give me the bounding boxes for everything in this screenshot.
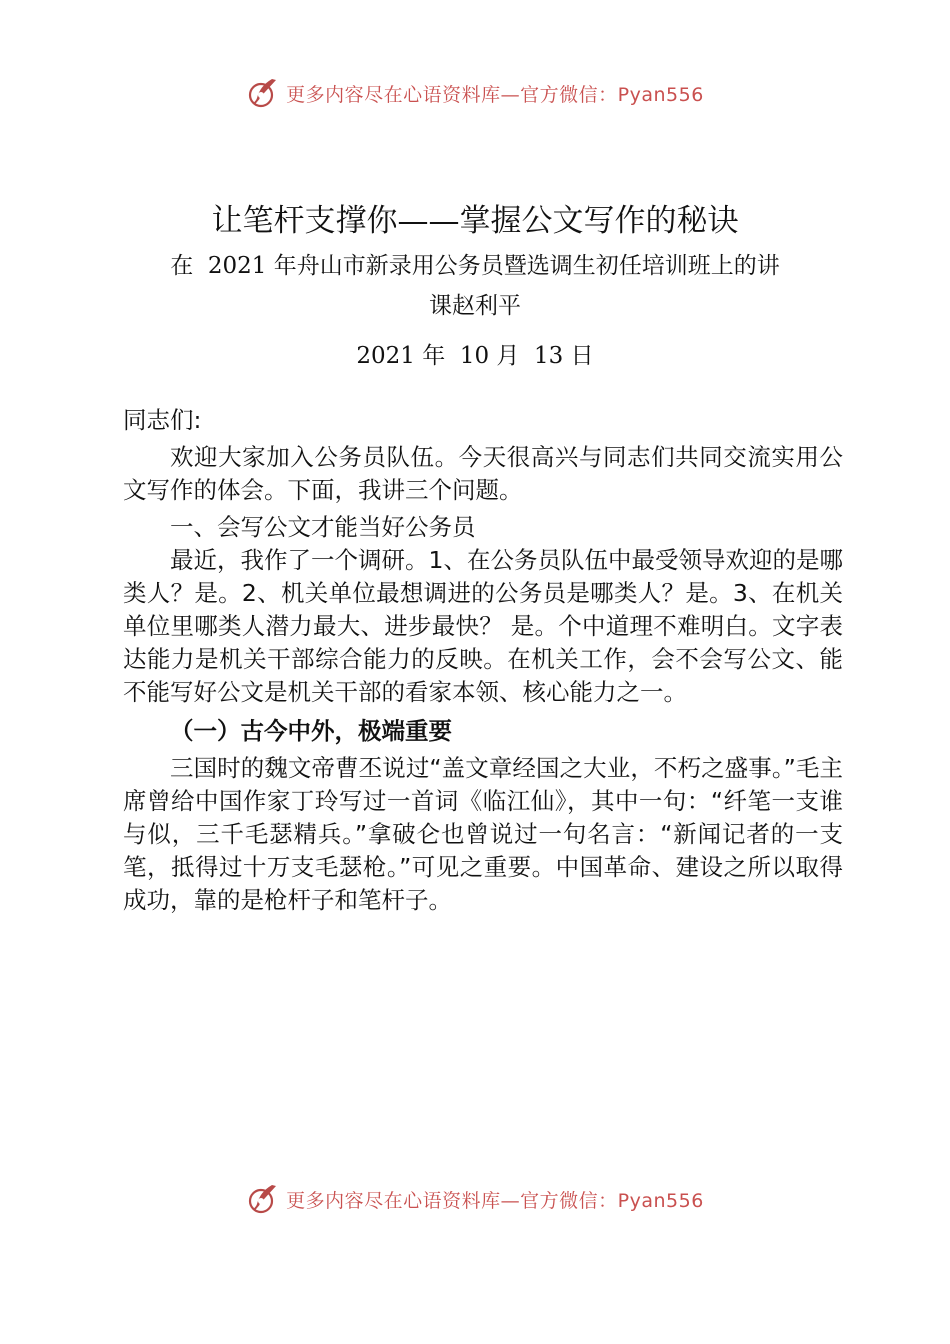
quill-logo-icon <box>246 76 280 110</box>
watermark-text-bottom: 更多内容尽在心语资料库—官方微信：Pyan556 <box>286 1189 704 1212</box>
paragraph-history: 三国时的魏文帝曹丕说过“盖文章经国之大业，不朽之盛事。”毛主席曾给中国作家丁玲写过一首词《临江仙》，其中一句：“纤笔一支谁与似，三千毛瑟精兵。”拿破仑也曾说过一句名言：“新闻记者的一支笔，抵得过十万支毛瑟枪。”可见之重要。中国革命、建设之所以取得成功，靠的是枪杆子和笔杆子。 <box>123 754 843 914</box>
watermark-text-top: 更多内容尽在心语资料库—官方微信：Pyan556 <box>286 83 704 106</box>
paragraph-survey: 最近，我作了一个调研。1、在公务员队伍中最受领导欢迎的是哪类人？是。2、机关单位最想调进的公务员是哪类人？是。3、在机关单位里哪类人潜力最大、进步最快？ 是。个中道理不难明白。文字表达能力是机关干部综合能力的反映。在机关工作，会不会写公文、能不能写好公文是机关干部的看家本领、核心能力之一。 <box>123 546 843 706</box>
section-heading-1: 一、会写公文才能当好公务员 <box>170 513 476 541</box>
subsection-heading-1: （一）古今中外，极端重要 <box>170 717 452 745</box>
greeting: 同志们: <box>123 406 202 434</box>
document-date: 2021 年 10 月 13 日 <box>356 343 594 369</box>
document-subtitle-line2: 课赵利平 <box>429 293 521 319</box>
quill-logo-icon <box>246 1182 280 1216</box>
watermark-banner-top <box>0 70 950 116</box>
document-title: 让笔杆支撑你——掌握公文写作的秘诀 <box>211 203 739 239</box>
document-header <box>0 196 950 376</box>
paragraph-intro: 欢迎大家加入公务员队伍。今天很高兴与同志们共同交流实用公文写作的体会。下面，我讲三个问题。 <box>123 443 843 504</box>
document-body <box>123 404 843 917</box>
document-subtitle-line1: 在 2021 年舟山市新录用公务员暨选调生初任培训班上的讲 <box>170 253 780 279</box>
watermark-banner-bottom <box>0 1176 950 1222</box>
